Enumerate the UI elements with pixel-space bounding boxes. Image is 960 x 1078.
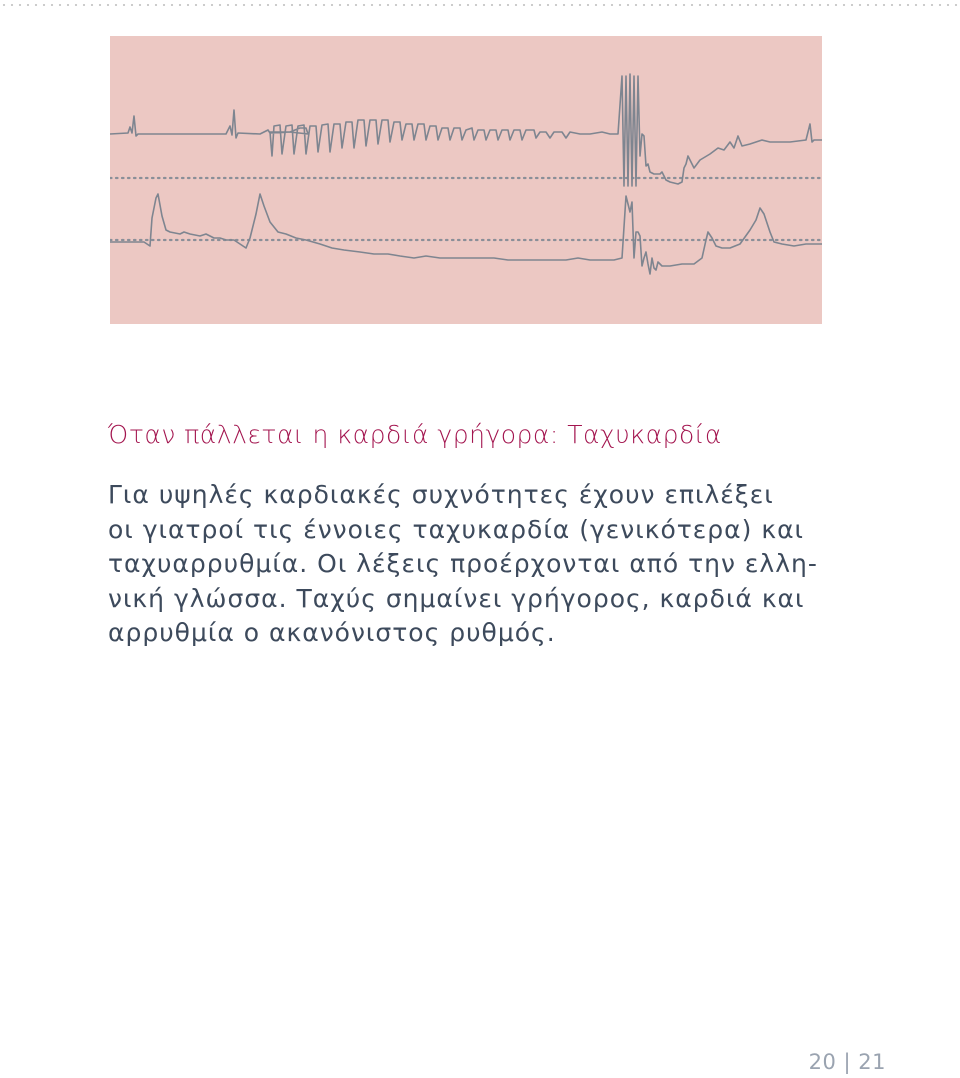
body-line: νική γλώσσα. Ταχύς σημαίνει γρήγορος, καρδιά και [108, 583, 805, 613]
section-heading: Όταν πάλλεται η καρδιά γρήγορα: Ταχυκαρδία [108, 420, 722, 449]
page-number: 20 | 21 [808, 1050, 886, 1074]
ecg-trace-lower [110, 194, 822, 274]
body-line: ταχυαρρυθμία. Οι λέξεις προέρχονται από την ελλη- [108, 549, 818, 578]
body-line: αρρυθμία ο ακανόνιστος ρυθμός. [108, 618, 556, 647]
top-dotted-rule [0, 4, 960, 6]
ecg-trace-upper [110, 74, 822, 186]
body-paragraph [108, 478, 828, 651]
ecg-trace-graphic [110, 36, 822, 324]
body-line: οι γιατροί τις έννοιες ταχυκαρδία (γενικότερα) και [108, 514, 805, 544]
body-line: Για υψηλές καρδιακές συχνότητες έχουν επιλέξει [108, 480, 774, 509]
ecg-illustration [110, 36, 822, 324]
